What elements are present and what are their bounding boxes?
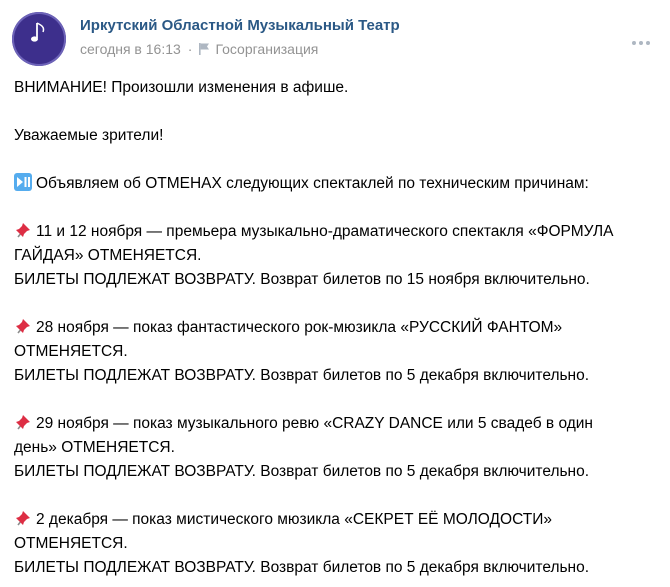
pushpin-icon — [14, 221, 32, 239]
text-line: Уважаемые зрители! — [14, 127, 164, 144]
text-line: БИЛЕТЫ ПОДЛЕЖАТ ВОЗВРАТУ. Возврат билетов по 5 декабря включительно. — [14, 559, 590, 576]
meta-separator: · — [187, 41, 193, 57]
post-category: Госорганизация — [215, 41, 319, 57]
text-line: БИЛЕТЫ ПОДЛЕЖАТ ВОЗВРАТУ. Возврат билетов по 15 ноября включительно. — [14, 271, 590, 288]
text-line — [14, 508, 654, 532]
text-line — [14, 172, 654, 196]
flag-icon — [199, 43, 210, 55]
pushpin-icon — [14, 509, 32, 527]
text-line: ВНИМАНИЕ! Произошли изменения в афише. — [14, 79, 349, 96]
event-text: 11 и 12 ноября — премьера музыкально-драматического спектакля «ФОРМУЛА — [36, 223, 614, 240]
event-text: 28 ноября — показ фантастического рок-мюзикла «РУССКИЙ ФАНТОМ» — [36, 319, 563, 336]
text-line — [14, 220, 654, 244]
post-time[interactable]: сегодня в 16:13 — [80, 41, 181, 57]
pushpin-icon — [14, 317, 32, 335]
text-line: БИЛЕТЫ ПОДЛЕЖАТ ВОЗВРАТУ. Возврат билетов по 5 декабря включительно. — [14, 367, 590, 384]
text-line: день» ОТМЕНЯЕТСЯ. — [14, 439, 175, 456]
music-note-icon — [30, 21, 48, 45]
event-text: 2 декабря — показ мистического мюзикла «СЕКРЕТ ЕЁ МОЛОДОСТИ» — [36, 511, 552, 528]
text-line: БИЛЕТЫ ПОДЛЕЖАТ ВОЗВРАТУ. Возврат билетов по 5 декабря включительно. — [14, 463, 590, 480]
author-name[interactable]: Иркутский Областной Музыкальный Театр — [80, 17, 400, 34]
text-line: ОТМЕНЯЕТСЯ. — [14, 535, 128, 552]
text-line — [14, 316, 654, 340]
pushpin-icon — [14, 413, 32, 431]
more-dots-icon[interactable] — [632, 32, 656, 42]
play-pause-icon — [14, 173, 32, 191]
text-line — [14, 412, 654, 436]
text-line: ОТМЕНЯЕТСЯ. — [14, 343, 128, 360]
post-header — [12, 12, 658, 66]
post-text — [14, 76, 654, 580]
intro-text: Объявляем об ОТМЕНАХ следующих спектаклей по техническим причинам: — [36, 175, 589, 192]
avatar[interactable] — [12, 12, 66, 66]
event-text: 29 ноября — показ музыкального ревю «CRAZY DANCE или 5 свадеб в один — [36, 415, 593, 432]
text-line: ГАЙДАЯ» ОТМЕНЯЕТСЯ. — [14, 247, 202, 264]
post-meta — [80, 41, 318, 57]
